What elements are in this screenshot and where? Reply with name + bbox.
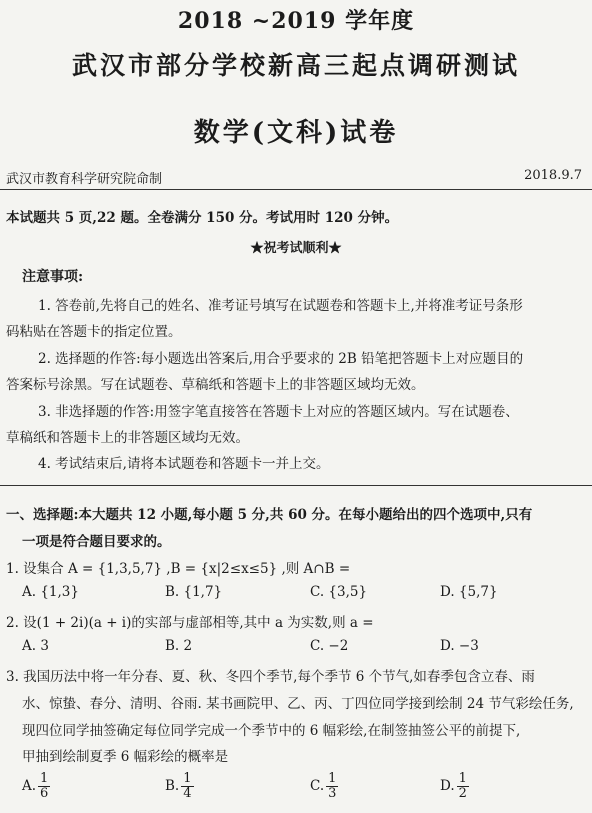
q2-option-a: A. 3: [22, 638, 49, 654]
question-3-stem: 3. 我国历法中将一年分春、夏、秋、冬四个季节,每个季节 6 个节气,如春季包含立春、雨: [6, 669, 535, 685]
q2-option-b: B. 2: [165, 638, 193, 654]
q1-option-a: A. {1,3}: [22, 584, 79, 600]
question-3-stem: 甲抽到绘制夏季 6 幅彩绘的概率是: [22, 749, 229, 765]
q2-option-d: D. −3: [440, 638, 479, 654]
note-line: 码粘贴在答题卡的指定位置。: [6, 324, 182, 340]
exam-title: 武汉市部分学校新高三起点调研测试: [71, 51, 520, 80]
note-line: 4. 考试结束后,请将本试题卷和答题卡一并上交。: [38, 456, 330, 472]
section-heading-cont: 一项是符合题目要求的。: [22, 534, 171, 550]
q3-option-d: D. $\frac{1}{2}$: [440, 771, 467, 801]
fraction: $\frac{1}{2}$: [458, 771, 467, 801]
section-heading: 一、选择题:本大题共 12 小题,每小题 5 分,共 60 分。在每小题给出的四个选项中,只有: [6, 507, 533, 523]
q3-option-c: C. $\frac{1}{3}$: [310, 771, 337, 801]
issuer: 武汉市教育科学研究院命制: [6, 172, 163, 187]
q1-option-b: B. {1,7}: [165, 584, 223, 600]
exam-date: 2018.9.7: [524, 168, 582, 183]
note-line: 草稿纸和答题卡上的非答题区域均无效。: [6, 430, 249, 446]
note-line: 3. 非选择题的作答:用签字笔直接答在答题卡上对应的答题区域内。写在试题卷、: [38, 404, 519, 420]
section-divider: [0, 485, 592, 486]
subject-title: 数学(文科)试卷: [193, 118, 399, 148]
note-line: 1. 答卷前,先将自己的姓名、准考证号填写在试题卷和答题卡上,并将准考证号条形: [38, 298, 523, 314]
notes-title: 注意事项:: [22, 269, 84, 285]
header-divider: [0, 189, 592, 190]
wish-text: ★祝考试顺利★: [250, 241, 342, 256]
fraction: $\frac{1}{6}$: [40, 771, 49, 801]
intro-text: 本试题共 5 页,22 题。全卷满分 150 分。考试用时 120 分钟。: [6, 210, 399, 226]
note-line: 2. 选择题的作答:每小题选出答案后,用合乎要求的 2B 铅笔把答题卡上对应题目的: [38, 351, 524, 367]
fraction: $\frac{1}{3}$: [328, 771, 337, 801]
school-year: 2018 ~2019 学年度: [177, 8, 415, 34]
q3-option-a: A. $\frac{1}{6}$: [22, 771, 49, 801]
question-1-stem: 1. 设集合 A = {1,3,5,7} ,B = {x|2≤x≤5} ,则 A∩B =: [6, 561, 351, 577]
note-line: 答案标号涂黑。写在试题卷、草稿纸和答题卡上的非答题区域均无效。: [6, 377, 425, 393]
question-3-stem: 水、惊蛰、春分、清明、谷雨. 某书画院甲、乙、丙、丁四位同学接到绘制 24 节气彩绘任务,: [22, 696, 574, 712]
question-2-stem: 2. 设(1 + 2i)(a + i)的实部与虚部相等,其中 a 为实数,则 a =: [6, 615, 374, 631]
q2-option-c: C. −2: [310, 638, 349, 654]
question-3-stem: 现四位同学抽签确定每位同学完成一个季节中的 6 幅彩绘,在制签抽签公平的前提下,: [22, 723, 521, 739]
q1-option-c: C. {3,5}: [310, 584, 368, 600]
fraction: $\frac{1}{4}$: [183, 771, 192, 801]
q3-option-b: B. $\frac{1}{4}$: [165, 771, 192, 801]
q1-option-d: D. {5,7}: [440, 584, 498, 600]
